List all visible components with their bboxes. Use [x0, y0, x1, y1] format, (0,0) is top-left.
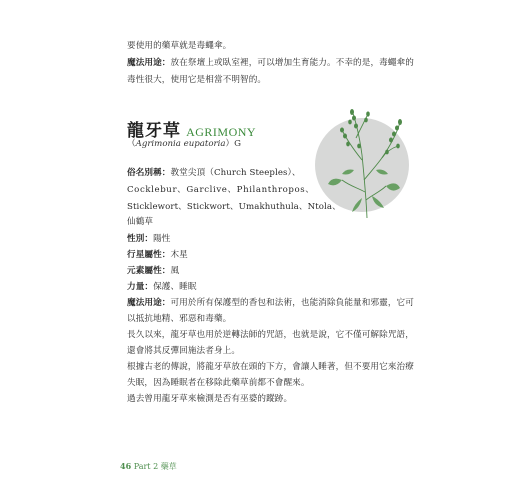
- alias-label: 俗名別稱：: [127, 168, 171, 178]
- alias-line-1: [127, 167, 301, 179]
- section-name: Part 2 藥草: [133, 462, 177, 471]
- page-footer: [120, 461, 177, 472]
- entry-title-english: AGRIMONY: [186, 125, 257, 139]
- paragraph-2-line-1: 根據古老的傳說，將龍牙草放在頭的下方，會讓人睡著，但不要用它來治療: [127, 362, 414, 372]
- planet-label: 行星屬性：: [127, 250, 171, 260]
- paragraph-1-line-2: 還會將其反彈回施法者身上。: [127, 346, 241, 356]
- element-row: [127, 265, 179, 277]
- power-value: 保護、睡眠: [153, 282, 197, 292]
- intro-line-1: 要使用的藥草就是毒蠅傘。: [127, 41, 232, 51]
- magic-text-1: 可用於所有保護型的香包和法術，也能消除負能量和邪靈，它可: [170, 298, 414, 308]
- magic-use-label: 魔法用途：: [127, 58, 171, 68]
- latin-close: ）G: [225, 139, 241, 149]
- intro-line-2: [127, 57, 414, 69]
- element-value: 風: [170, 266, 180, 276]
- alias-text-1: 教堂尖頂（Church Steeples）、: [170, 168, 301, 178]
- magic-label: 魔法用途：: [127, 298, 171, 308]
- gender-row: [127, 233, 170, 245]
- alias-line-4: 仙鶴草: [127, 217, 154, 227]
- planet-value: 木星: [170, 250, 188, 260]
- paragraph-1-line-1: 長久以來，龍牙草也用於逆轉法師的咒語，也就是說，它不僅可解除咒語，: [127, 330, 414, 340]
- magic-use-text: 放在祭壇上或臥室裡，可以增加生育能力。不幸的是，毒蠅傘的: [170, 58, 414, 68]
- gender-label: 性別：: [127, 234, 154, 244]
- latin-open: （: [127, 139, 136, 149]
- planet-row: [127, 249, 188, 261]
- paragraph-2-line-2: 失眠，因為睡眠者在移除此藥草前都不會醒來。: [127, 378, 310, 388]
- element-label: 元素屬性：: [127, 266, 171, 276]
- latin-binomial: Agrimonia eupatoria: [135, 139, 226, 149]
- entry-title-chinese: 龍牙草: [127, 121, 181, 141]
- power-row: [127, 281, 197, 293]
- magic-row-2: 以抵抗地精、邪惡和毒藥。: [127, 314, 232, 324]
- magic-row-1: [127, 297, 414, 309]
- page-number: 46: [120, 461, 132, 471]
- entry-latin-name: [127, 137, 241, 149]
- power-label: 力量：: [127, 282, 154, 292]
- paragraph-3-line-1: 過去曾用龍牙草來檢測是否有巫婆的蹤跡。: [127, 394, 293, 404]
- gender-value: 陽性: [153, 234, 171, 244]
- intro-line-3: 毒性很大，使用它是相當不明智的。: [127, 75, 267, 85]
- alias-line-3: Sticklewort、Stickwort、Umakhuthula、Ntola、: [127, 202, 341, 212]
- alias-line-2: Cocklebur、Garclive、Philanthropos、: [127, 185, 315, 195]
